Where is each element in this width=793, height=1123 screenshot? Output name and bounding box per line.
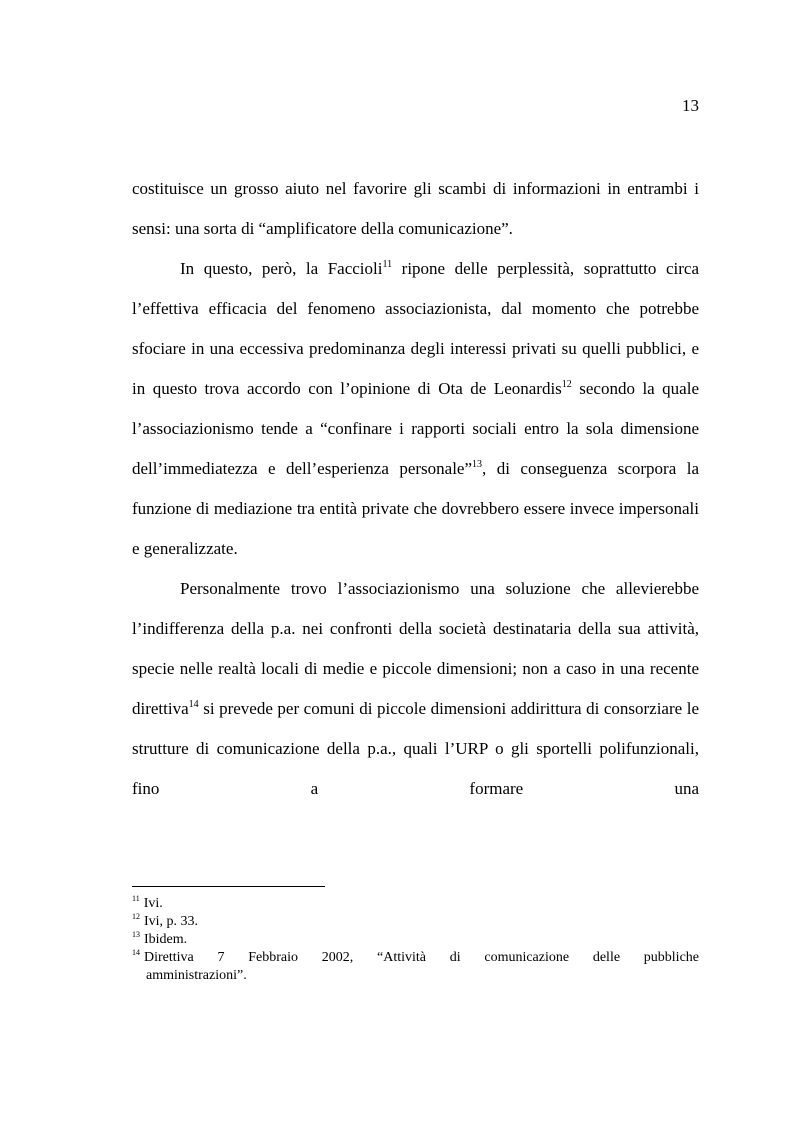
text-segment: Personalmente trovo l’associazionismo una soluzione che allevierebbe l’indifferenza della p.a. nei confronti della società destinataria della sua attività, specie nelle realtà locali di medie e piccole dimensioni; non a caso in una recente direttiva (132, 579, 699, 718)
footnote-11 (132, 895, 699, 913)
footnote-number: 12 (132, 912, 140, 921)
text-segment: si prevede per comuni di piccole dimensioni addirittura di consorziare le strutture di comunicazione della p.a., quali l’URP o gli sportelli polifunzionali, fino a formare una (132, 699, 699, 798)
footnote-14 (132, 949, 699, 967)
paragraph-personalmente (132, 569, 699, 809)
paragraph-faccioli (132, 249, 699, 569)
footnote-number: 11 (132, 894, 140, 903)
footnote-ref-12: 12 (561, 379, 572, 390)
footnote-ref-13: 13 (472, 459, 483, 470)
paragraph-continuation (132, 169, 699, 249)
footnote-ref-11: 11 (382, 259, 393, 270)
text-segment: In questo, però, la Faccioli (180, 259, 383, 278)
footnote-number: 14 (132, 948, 140, 957)
footnote-12 (132, 913, 699, 931)
page-number: 13 (682, 96, 699, 115)
footnote-text: amministrazioni”. (146, 968, 247, 983)
footnote-14-continuation (132, 967, 699, 985)
text-segment: , di conseguenza scorpora la funzione di mediazione tra entità private che dovrebbero essere invece impersonali e generalizzate. (132, 459, 699, 558)
footnote-text: Direttiva 7 Febbraio 2002, “Attività di comunicazione delle pubbliche (144, 950, 699, 965)
footnotes (132, 895, 699, 985)
body-text (132, 169, 699, 809)
footnote-number: 13 (132, 930, 140, 939)
footnote-text: Ivi, p. 33. (144, 914, 199, 929)
text-segment: secondo la quale l’associazionismo tende a “confinare i rapporti sociali entro la sola dimensione dell’immediatezza e dell’esperienza personale” (132, 379, 700, 478)
text-segment: ripone delle perplessità, soprattutto circa l’effettiva efficacia del fenomeno associazionista, dal momento che potrebbe sfociare in una eccessiva predominanza degli interessi privati su quelli pubblici, e in questo trova accordo con l’opinione di Ota de Leonardis (132, 259, 699, 398)
text-segment: costituisce un grosso aiuto nel favorire gli scambi di informazioni in entrambi i sensi: una sorta di “amplificatore della comunicazione”. (132, 179, 699, 238)
footnote-text: Ivi. (143, 896, 163, 911)
footnote-ref-14: 14 (188, 699, 199, 710)
footnote-separator (132, 886, 325, 887)
footnote-text: Ibidem. (144, 932, 188, 947)
footnote-13 (132, 931, 699, 949)
